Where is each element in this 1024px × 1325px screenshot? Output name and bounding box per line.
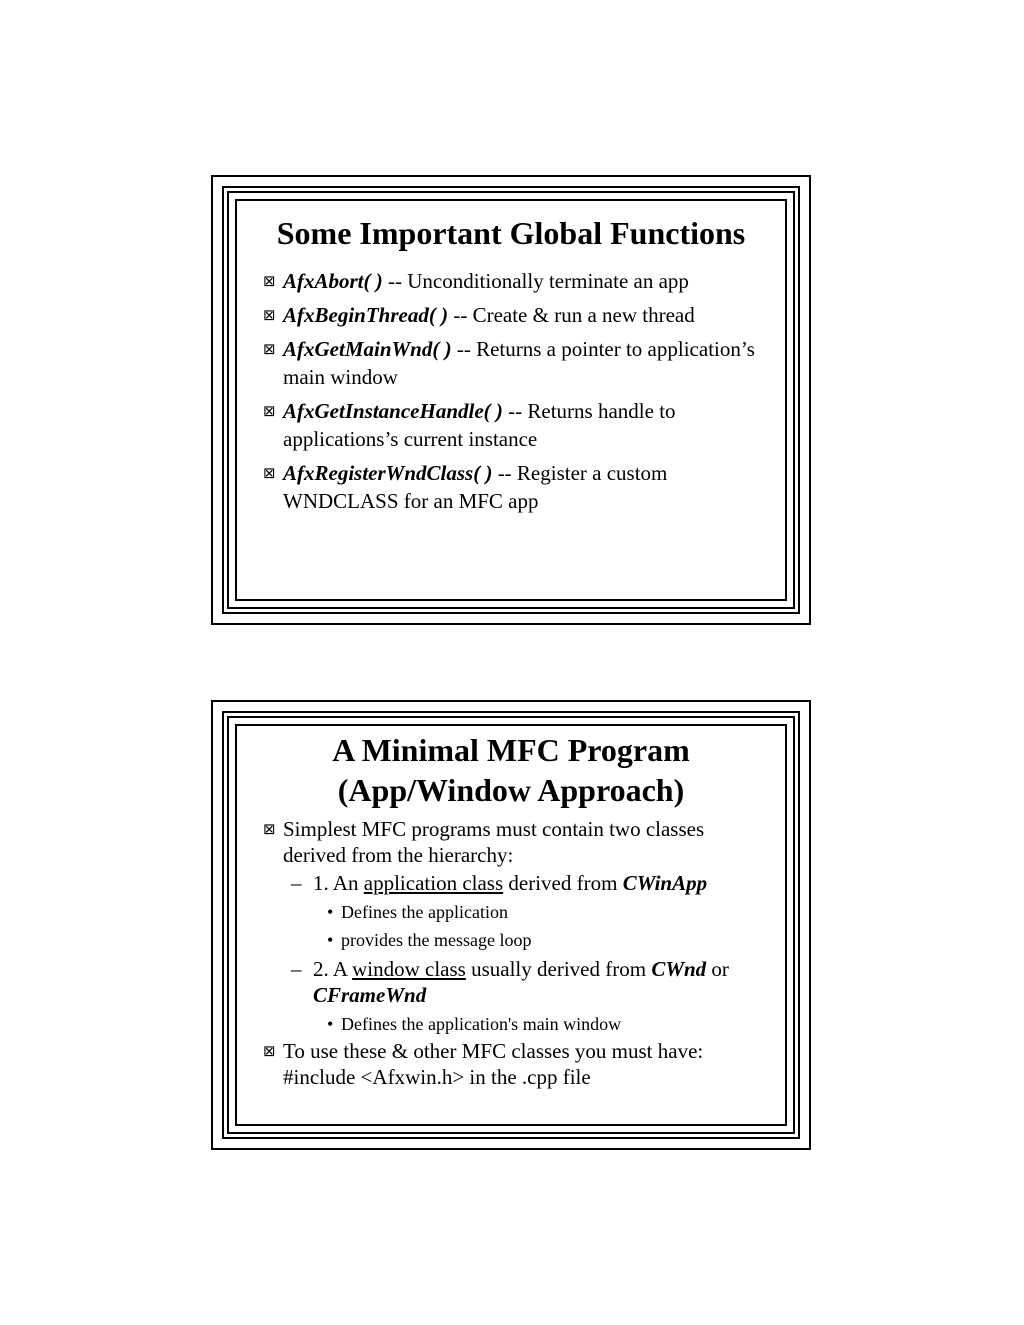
slide-content xyxy=(235,199,787,601)
sub-sub-text: Defines the application xyxy=(341,902,508,922)
checkbox-x-icon: ⊠ xyxy=(263,1042,276,1060)
dash-marker: – xyxy=(291,871,302,895)
function-name: AfxAbort( ) xyxy=(283,269,383,293)
slide-frame-inner xyxy=(222,711,800,1139)
class-name: CWnd xyxy=(651,957,707,981)
class-name: CFrameWnd xyxy=(313,983,427,1007)
joiner-text: or xyxy=(706,957,729,981)
function-name: AfxGetMainWnd( ) xyxy=(283,337,452,361)
slide-frame-innermost xyxy=(227,716,795,1134)
slide-title-line2: (App/Window Approach) xyxy=(337,772,685,808)
sub-sub-item xyxy=(263,1010,759,1038)
sub-item-prefix: 1. An xyxy=(313,871,364,895)
include-note-list xyxy=(263,1038,759,1090)
bullet-text: To use these & other MFC classes you must have: #include <Afxwin.h> in the .cpp file xyxy=(283,1039,704,1089)
slide-title-line1: A Minimal MFC Program xyxy=(332,732,690,768)
sub-item-prefix: 2. A xyxy=(313,957,353,981)
list-item xyxy=(263,1038,759,1090)
underlined-term: window class xyxy=(352,957,466,981)
function-list xyxy=(263,267,759,515)
bullet-dot: • xyxy=(327,930,334,950)
function-description: -- Create & run a new thread xyxy=(448,303,695,327)
bullet-text: Simplest MFC programs must contain two classes derived from the hierarchy: xyxy=(283,817,705,867)
list-item xyxy=(263,267,759,295)
mfc-requirements-list xyxy=(263,816,759,868)
checkbox-x-icon: ⊠ xyxy=(263,306,276,324)
slide-frame-innermost xyxy=(227,191,795,609)
slide-global-functions xyxy=(211,175,811,625)
list-item xyxy=(263,459,759,515)
list-item xyxy=(263,301,759,329)
function-name: AfxGetInstanceHandle( ) xyxy=(283,399,503,423)
sub-item-application-class xyxy=(263,870,759,896)
sub-sub-item xyxy=(263,898,759,926)
dash-marker: – xyxy=(291,957,302,981)
sub-item-window-class xyxy=(263,956,759,1008)
function-description: -- Register a custom WNDCLASS for an MFC app xyxy=(283,461,668,513)
bullet-dot: • xyxy=(327,1014,334,1034)
class-name: CWinApp xyxy=(622,871,708,895)
slide-frame-inner xyxy=(222,186,800,614)
function-name: AfxBeginThread( ) xyxy=(283,303,449,327)
sub-item-middle: usually derived from xyxy=(465,957,652,981)
sub-sub-item xyxy=(263,926,759,954)
checkbox-x-icon: ⊠ xyxy=(263,820,276,838)
checkbox-x-icon: ⊠ xyxy=(263,402,276,420)
underlined-term: application class xyxy=(363,871,504,895)
checkbox-x-icon: ⊠ xyxy=(263,464,276,482)
checkbox-x-icon: ⊠ xyxy=(263,272,276,290)
list-item xyxy=(263,397,759,453)
list-item xyxy=(263,335,759,391)
checkbox-x-icon: ⊠ xyxy=(263,340,276,358)
slide-title: Some Important Global Functions xyxy=(276,215,746,251)
slide-content xyxy=(235,724,787,1126)
slide-minimal-mfc-program xyxy=(211,700,811,1150)
function-description: -- Returns handle to applications’s current instance xyxy=(283,399,676,451)
slide-title xyxy=(263,726,759,810)
function-description: -- Unconditionally terminate an app xyxy=(382,269,689,293)
list-item xyxy=(263,816,759,868)
sub-sub-text: Defines the application's main window xyxy=(341,1014,622,1034)
sub-item-middle: derived from xyxy=(503,871,623,895)
function-description: -- Returns a pointer to application’s main window xyxy=(283,337,755,389)
bullet-dot: • xyxy=(327,902,334,922)
sub-sub-text: provides the message loop xyxy=(341,930,532,950)
function-name: AfxRegisterWndClass( ) xyxy=(283,461,493,485)
